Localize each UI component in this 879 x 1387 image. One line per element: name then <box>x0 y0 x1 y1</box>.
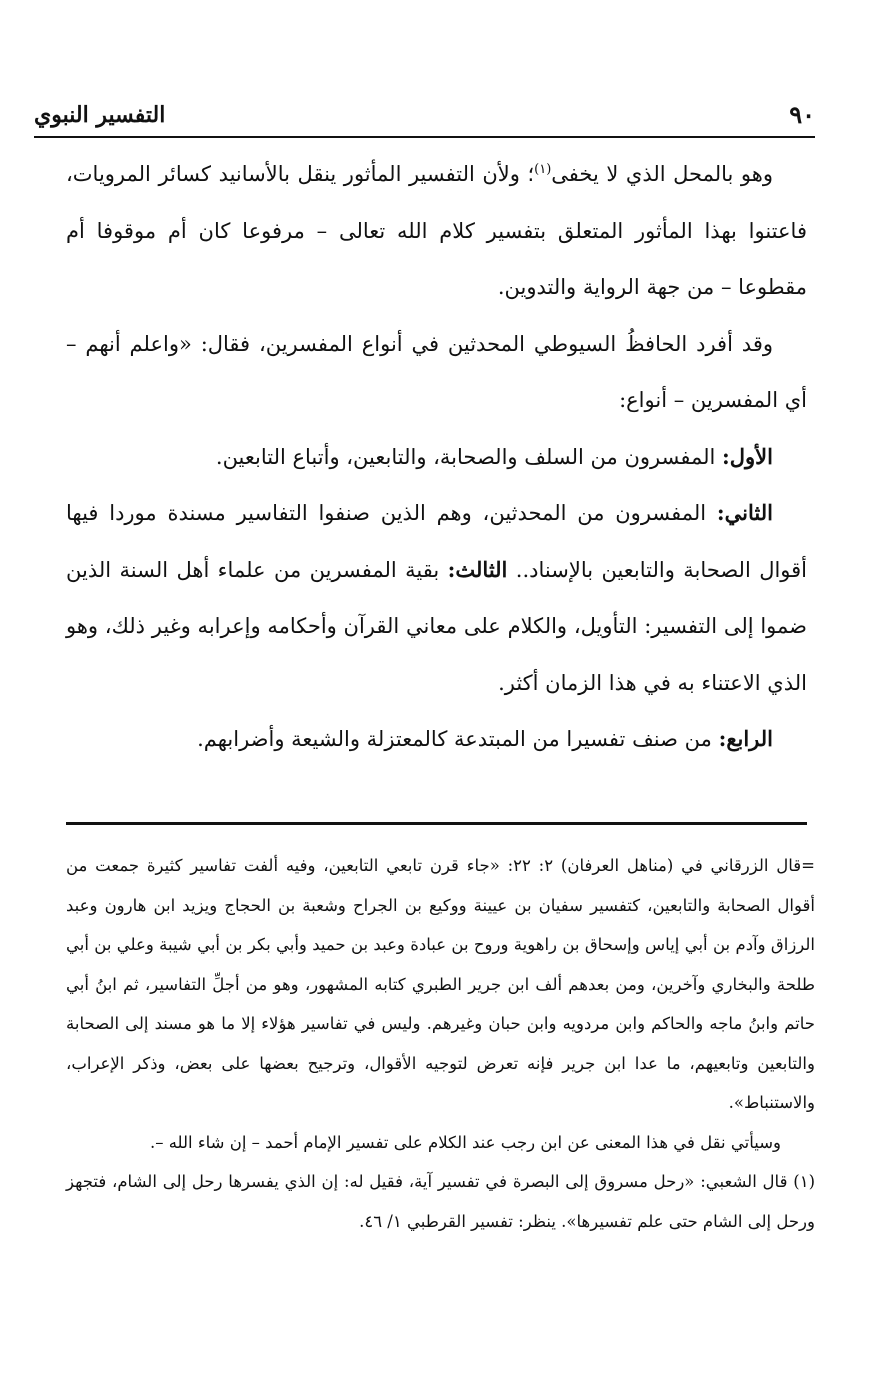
label-second: الثاني: <box>716 500 773 525</box>
paragraph-3-text: المفسرون من السلف والصحابة، والتابعين، وأتباع التابعين. <box>215 444 723 469</box>
running-title: التفسير النبوي <box>34 102 166 128</box>
footnotes <box>66 846 815 1241</box>
paragraph-1-text-a: وهو بالمحل الذي لا يخفى <box>551 162 774 186</box>
label-first: الأول: <box>722 443 773 469</box>
footnote-continuation: =قال الزرقاني في (مناهل العرفان) ٢: ٢٢: «جاء قرن تابعي التابعين، وفيه ألفت تفاسير كثيرة جمعت من أقوال الصحابة والتابعين، كتفسير سفيان بن عيينة ووكيع بن الجراح وشعبة بن الحجاج ويزيد ابن هارون وعبد الرزاق وآدم بن أبي إياس وإسحاق بن راهوية وروح بن عبادة وعبد بن حميد وأبي بكر بن أبي شيبة وعلي بن أبي طلحة والبخاري وآخرين، ومن بعدهم ألف ابن جرير الطبري كتابه المشهور، وهو من أجلِّ التفاسير، ثم ابنُ أبي حاتم وابنُ ماجه والحاكم وابن مردويه وابن حبان وغيرهم. وليس في تفاسير هؤلاء إلا ما هو مسند إلى الصحابة والتابعين وتابعيهم، ما عدا ابن جرير فإنه تعرض لتوجيه الأقوال، وترجيح بعضها على بعض، وذكر الإعراب، والاستنباط». <box>66 856 815 1112</box>
page-number: ٩٠ <box>789 100 815 129</box>
paragraph-2: وقد أفرد الحافظُ السيوطي المحدثين في أنواع المفسرين، فقال: «واعلم أنهم – أي المفسرين – أنواع: <box>66 331 807 412</box>
header-rule <box>34 136 815 138</box>
paragraph-1-text-b: ؛ ولأن التفسير المأثور ينقل بالأسانيد كسائر المرويات، فاعتنوا بهذا المأثور المتعلق بتفسير كلام الله تعالى – مرفوعا كان أم موقوفا أم مقطوعا – من جهة الرواية والتدوين. <box>66 162 807 299</box>
paragraph-5-text: من صنف تفسيرا من المبتدعة كالمعتزلة والشيعة وأضرابهم. <box>197 727 719 751</box>
paragraph-4 <box>66 485 807 711</box>
page-header <box>34 100 815 140</box>
paragraph-4-text-1: المفسرون من المحدثين، وهم الذين صنفوا التفاسير مسندة موردا فيها أقوال الصحابة والتابعين بالإسناد.. <box>66 501 808 582</box>
paragraph-4-text-2: بقية المفسرين من علماء أهل السنة الذين ضموا إلى التفسير: التأويل، والكلام على معاني القرآن وأحكامه وإعرابه وغير ذلك، وهو الذي الاعتناء به في هذا الزمان أكثر. <box>66 557 807 695</box>
label-third: الثالث: <box>447 556 508 582</box>
paragraph-5 <box>66 711 807 768</box>
footnote-1: (١) قال الشعبي: «رحل مسروق إلى البصرة في تفسير آية، فقيل له: إن الذي يفسرها رحل إلى الشام، فتجهز ورحل إلى الشام حتى علم تفسيرها». ينظر: تفسير القرطبي ١/ ٤٦. <box>66 1172 815 1231</box>
footnote-addendum: وسيأتي نقل في هذا المعنى عن ابن رجب عند الكلام على تفسير الإمام أحمد – إن شاء الله –. <box>149 1132 781 1152</box>
footnote-rule <box>66 822 807 825</box>
paragraph-1 <box>66 146 807 316</box>
main-text <box>66 146 807 768</box>
footnote-reference-1: (١) <box>534 162 552 177</box>
paragraph-3 <box>66 429 807 486</box>
label-fourth: الرابع: <box>718 726 773 751</box>
